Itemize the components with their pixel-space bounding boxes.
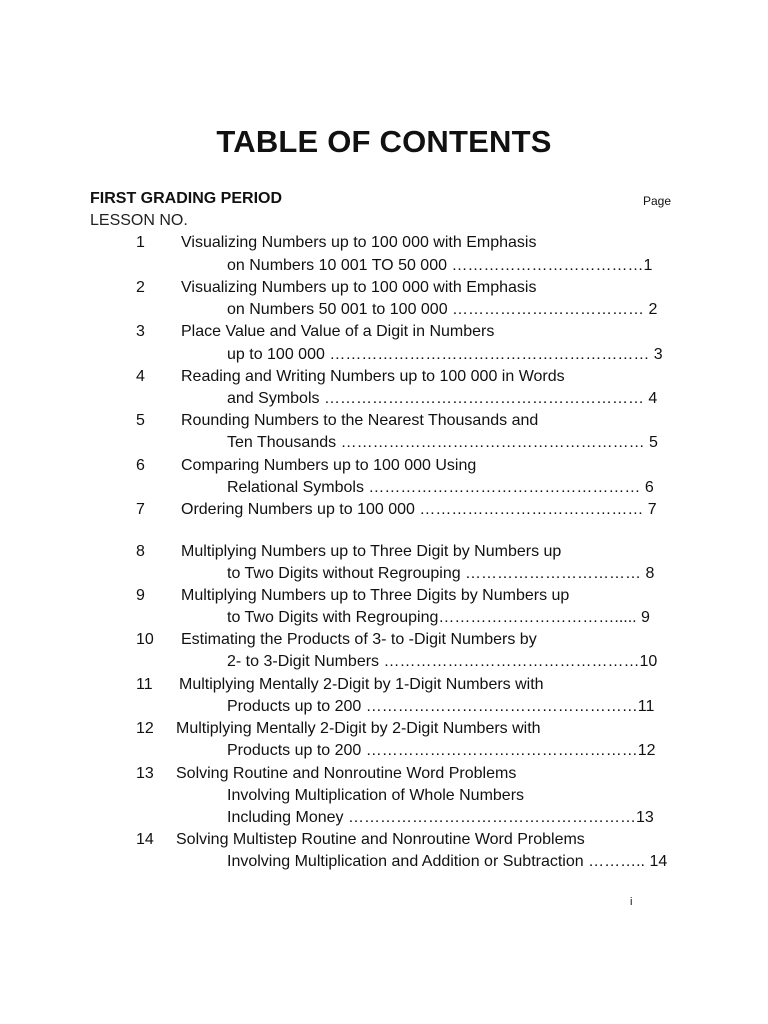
lesson-number: 10 [136, 631, 154, 648]
lesson-title-line: and Symbols …………………………………………………… 4 [227, 390, 658, 407]
lesson-number: 7 [136, 501, 145, 518]
lesson-title-line: Reading and Writing Numbers up to 100 000 in Words [181, 368, 565, 385]
lesson-number: 13 [136, 765, 154, 782]
page-title: TABLE OF CONTENTS [216, 124, 552, 159]
lesson-title-line: on Numbers 50 001 to 100 000 ……………………………… 2 [227, 301, 658, 318]
lesson-number: 9 [136, 587, 145, 604]
lesson-number: 8 [136, 543, 145, 560]
lesson-title-line: Solving Multistep Routine and Nonroutine Word Problems [176, 831, 585, 848]
lesson-number-label: LESSON NO. [90, 212, 188, 229]
lesson-title-line: Rounding Numbers to the Nearest Thousands and [181, 412, 539, 429]
lesson-number: 1 [136, 234, 145, 251]
lesson-number: 4 [136, 368, 145, 385]
lesson-title-line: Place Value and Value of a Digit in Numbers [181, 323, 495, 340]
lesson-title-line: Multiplying Mentally 2-Digit by 2-Digit Numbers with [176, 720, 541, 737]
lesson-title-line: to Two Digits with Regrouping……………………………..... 9 [227, 609, 650, 626]
lesson-title-line: Products up to 200 ……………………………………………11 [227, 698, 655, 715]
lesson-number: 6 [136, 457, 145, 474]
lesson-title-line: Including Money ………………………………………………13 [227, 809, 654, 826]
lesson-number: 3 [136, 323, 145, 340]
lesson-number: 11 [136, 676, 153, 693]
lesson-number: 2 [136, 279, 145, 296]
lesson-title-line: Relational Symbols …………………………………………… 6 [227, 479, 654, 496]
lesson-number: 12 [136, 720, 154, 737]
lesson-title-line: Visualizing Numbers up to 100 000 with Emphasis [181, 279, 537, 296]
lesson-title-line: to Two Digits without Regrouping …………………………… 8 [227, 565, 655, 582]
lesson-title-line: Estimating the Products of 3- to -Digit Numbers by [181, 631, 537, 648]
lesson-title-line: Involving Multiplication and Addition or Subtraction ……….. 14 [227, 853, 668, 870]
page-folio: i [630, 896, 633, 908]
grading-period-heading: FIRST GRADING PERIOD [90, 190, 283, 207]
lesson-title-line: Multiplying Numbers up to Three Digits by Numbers up [181, 587, 570, 604]
lesson-title-line: Ordering Numbers up to 100 000 …………………………………… 7 [181, 501, 657, 518]
page-column-label: Page [643, 194, 672, 208]
lesson-title-line: on Numbers 10 001 TO 50 000 ………………………………1 [227, 257, 653, 274]
lesson-title-line: Multiplying Mentally 2-Digit by 1-Digit Numbers with [179, 676, 544, 693]
lesson-title-line: Involving Multiplication of Whole Numbers [227, 787, 525, 804]
lesson-title-line: Visualizing Numbers up to 100 000 with Emphasis [181, 234, 537, 251]
lesson-title-line: up to 100 000 …………………………………………………… 3 [227, 346, 663, 363]
lesson-title-line: Multiplying Numbers up to Three Digit by Numbers up [181, 543, 562, 560]
lesson-number: 14 [136, 831, 154, 848]
lesson-title-line: Ten Thousands ………………………………………………… 5 [227, 434, 658, 451]
lesson-title-line: 2- to 3-Digit Numbers …………………………………………10 [227, 653, 658, 670]
lesson-title-line: Comparing Numbers up to 100 000 Using [181, 457, 477, 474]
lesson-title-line: Solving Routine and Nonroutine Word Problems [176, 765, 517, 782]
lesson-title-line: Products up to 200 ……………………………………………12 [227, 742, 656, 759]
lesson-number: 5 [136, 412, 145, 429]
